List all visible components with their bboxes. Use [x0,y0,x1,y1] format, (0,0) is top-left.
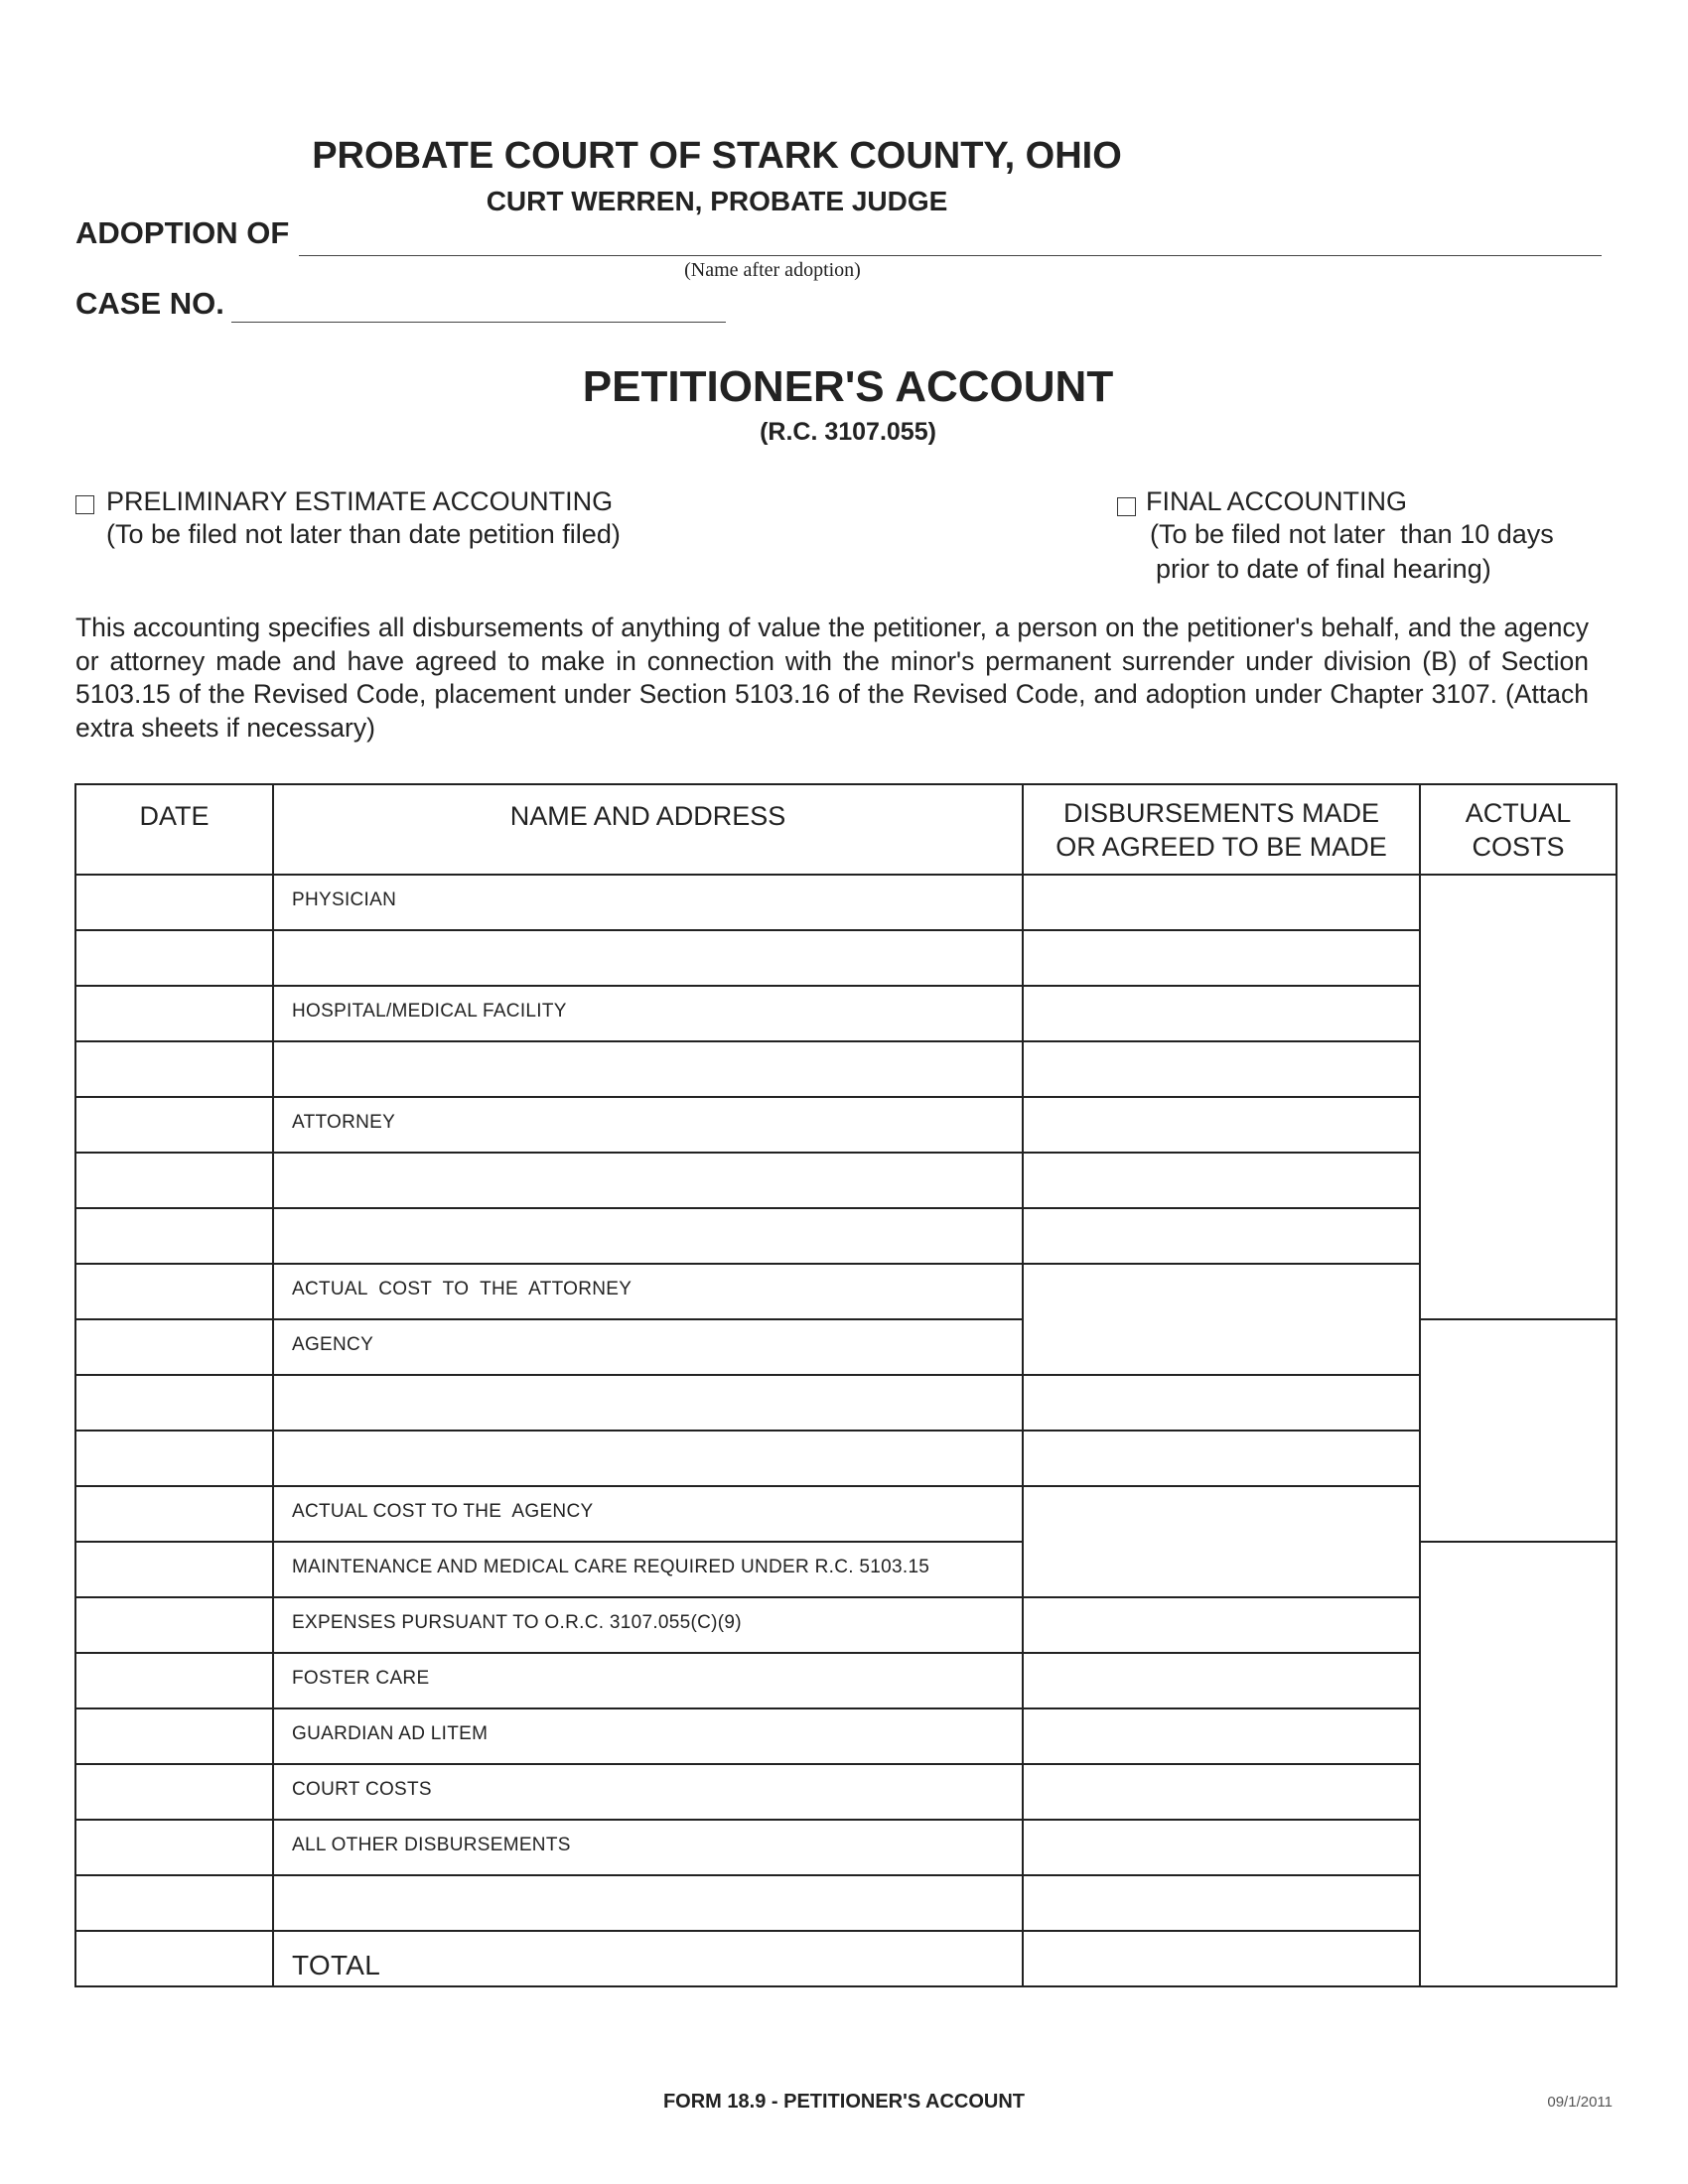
table-row [75,1375,1617,1431]
name-address-cell[interactable] [273,1708,1023,1764]
date-cell[interactable] [75,1041,273,1097]
disbursement-cell[interactable] [1023,1764,1420,1820]
table-row [75,1931,1617,1986]
name-address-cell[interactable] [273,1542,1023,1597]
name-address-cell[interactable] [273,986,1023,1041]
date-cell[interactable] [75,1653,273,1708]
adoption-hint: (Name after adoption) [684,259,861,281]
row-label: ATTORNEY [292,1112,396,1133]
name-address-cell[interactable] [273,1597,1023,1653]
name-address-cell[interactable] [273,1931,1023,1986]
preliminary-checkbox[interactable] [75,495,94,514]
disbursement-cell[interactable] [1023,1597,1420,1653]
table-row [75,1097,1617,1153]
date-cell[interactable] [75,1764,273,1820]
table-row [75,1208,1617,1264]
statute-reference: (R.C. 3107.055) [760,418,936,446]
actual-cost-cell[interactable] [1420,1542,1617,1986]
date-cell[interactable] [75,1820,273,1875]
date-cell[interactable] [75,1542,273,1597]
actual-cost-cell[interactable] [1420,875,1617,1319]
court-title: PROBATE COURT OF STARK COUNTY, OHIO [312,135,1122,177]
name-address-cell[interactable] [273,875,1023,930]
row-label: TOTAL [292,1950,381,1980]
date-cell[interactable] [75,1708,273,1764]
table-row [75,875,1617,930]
date-cell[interactable] [75,1097,273,1153]
row-label: HOSPITAL/MEDICAL FACILITY [292,1001,567,1022]
table-header-row [75,784,1617,875]
form-revision-date: 09/1/2011 [1547,2094,1613,2111]
case-label: CASE NO. [75,286,224,321]
header-name-address: NAME AND ADDRESS [273,784,1023,875]
table-row [75,1764,1617,1820]
disbursement-cell[interactable] [1023,1486,1420,1597]
disbursement-cell[interactable] [1023,1041,1420,1097]
header-actual-costs: ACTUAL COSTS [1420,784,1617,875]
instructions-paragraph: This accounting specifies all disbursements of anything of value the petitioner, a person on the petitioner's behalf, and the agency or attorney made and have agreed to make in connection with the minor's permanent surrender under division (B) of Section 5103.15 of the Revised Code, placement under Section 5103.16 of the Revised Code, and adoption under Chapter 3107. (Attach extra sheets if necessary) [75,613,1589,743]
row-label: FOSTER CARE [292,1668,430,1689]
name-address-cell[interactable] [273,930,1023,986]
name-address-cell[interactable] [273,1041,1023,1097]
name-address-cell[interactable] [273,1375,1023,1431]
name-address-cell[interactable] [273,1431,1023,1486]
disbursement-cell[interactable] [1023,1931,1420,1986]
form-footer: FORM 18.9 - PETITIONER'S ACCOUNT [662,2091,1026,2113]
table-row [75,930,1617,986]
disbursement-cell[interactable] [1023,1653,1420,1708]
name-address-cell[interactable] [273,1820,1023,1875]
disbursement-cell[interactable] [1023,1708,1420,1764]
header-date: DATE [75,784,273,875]
preliminary-note: (To be filed not later than date petition filed) [106,519,621,549]
adoption-label: ADOPTION OF [75,215,290,250]
table-row [75,986,1617,1041]
preliminary-label: PRELIMINARY ESTIMATE ACCOUNTING [106,486,614,516]
date-cell[interactable] [75,1875,273,1931]
table-row [75,1820,1617,1875]
date-cell[interactable] [75,875,273,930]
disbursement-cell[interactable] [1023,1264,1420,1375]
final-note-1: (To be filed not later than 10 days [1150,519,1554,549]
name-address-cell[interactable] [273,1653,1023,1708]
disbursement-cell[interactable] [1023,1820,1420,1875]
disbursement-cell[interactable] [1023,930,1420,986]
final-label: FINAL ACCOUNTING [1146,486,1408,516]
page-title: PETITIONER'S ACCOUNT [582,362,1114,411]
adoption-name-field[interactable] [299,255,1602,256]
row-label: ALL OTHER DISBURSEMENTS [292,1835,571,1855]
accounting-table [74,783,1618,1987]
row-label: EXPENSES PURSUANT TO O.R.C. 3107.055(C)(9) [292,1612,742,1633]
disbursement-cell[interactable] [1023,1097,1420,1153]
row-label: ACTUAL COST TO THE AGENCY [292,1501,594,1522]
name-address-cell[interactable] [273,1764,1023,1820]
disbursement-cell[interactable] [1023,1375,1420,1431]
date-cell[interactable] [75,930,273,986]
date-cell[interactable] [75,1597,273,1653]
row-label: GUARDIAN AD LITEM [292,1723,489,1744]
table-row [75,1597,1617,1653]
date-cell[interactable] [75,986,273,1041]
table-row [75,1875,1617,1931]
disbursement-cell[interactable] [1023,986,1420,1041]
disbursement-cell[interactable] [1023,1875,1420,1931]
date-cell[interactable] [75,1375,273,1431]
table-row [75,1153,1617,1208]
row-label: ACTUAL COST TO THE ATTORNEY [292,1279,633,1299]
judge-name: CURT WERREN, PROBATE JUDGE [486,186,948,216]
table-row [75,1264,1617,1319]
name-address-cell[interactable] [273,1153,1023,1208]
disbursement-cell[interactable] [1023,1431,1420,1486]
row-label: AGENCY [292,1334,374,1355]
table-row [75,1653,1617,1708]
case-number-field[interactable] [231,322,726,323]
date-cell[interactable] [75,1264,273,1319]
date-cell[interactable] [75,1208,273,1264]
row-label: MAINTENANCE AND MEDICAL CARE REQUIRED UNDER R.C. 5103.15 [292,1557,930,1577]
table-row [75,1708,1617,1764]
disbursement-cell[interactable] [1023,875,1420,930]
row-label: PHYSICIAN [292,889,397,910]
date-cell[interactable] [75,1486,273,1542]
final-checkbox[interactable] [1117,497,1136,516]
name-address-cell[interactable] [273,1097,1023,1153]
name-address-cell[interactable] [273,1486,1023,1542]
table-row [75,1486,1617,1542]
header-disbursements: DISBURSEMENTS MADE OR AGREED TO BE MADE [1023,784,1420,875]
date-cell[interactable] [75,1931,273,1986]
date-cell[interactable] [75,1319,273,1375]
name-address-cell[interactable] [273,1319,1023,1375]
date-cell[interactable] [75,1431,273,1486]
actual-cost-cell[interactable] [1420,1319,1617,1542]
date-cell[interactable] [75,1153,273,1208]
name-address-cell[interactable] [273,1264,1023,1319]
table-row [75,1431,1617,1486]
disbursement-cell[interactable] [1023,1153,1420,1208]
disbursement-cell[interactable] [1023,1208,1420,1264]
name-address-cell[interactable] [273,1208,1023,1264]
row-label: COURT COSTS [292,1779,432,1800]
final-note-2: prior to date of final hearing) [1156,554,1491,584]
table-row [75,1041,1617,1097]
name-address-cell[interactable] [273,1875,1023,1931]
